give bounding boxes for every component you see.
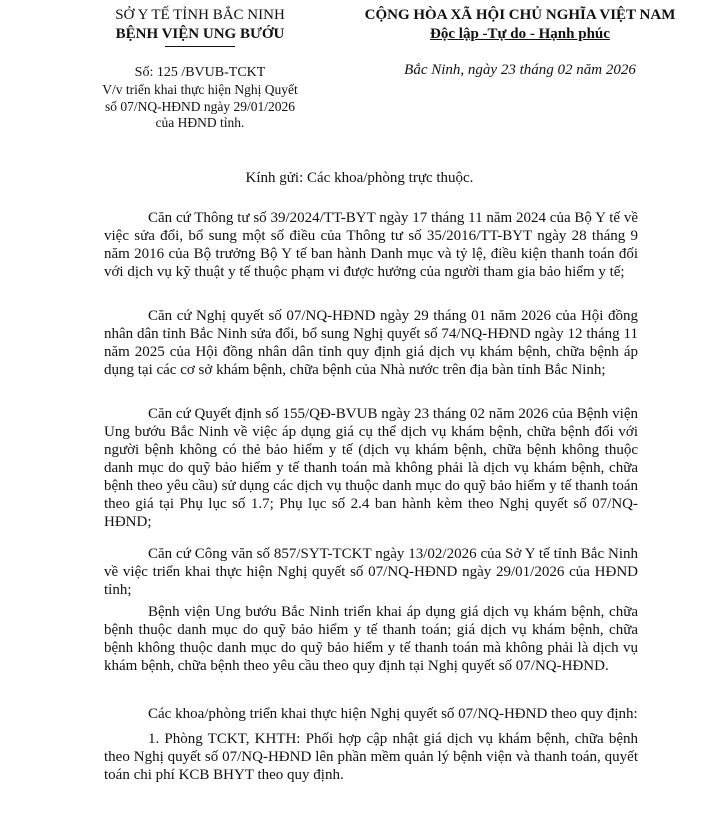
issuer-parent-org: SỞ Y TẾ TỈNH BẮC NINH (115, 7, 285, 23)
issuer-org-name: BỆNH VIỆN UNG BƯỚU (115, 26, 285, 42)
legal-basis-paragraph: Căn cứ Quyết định số 155/QĐ-BVUB ngày 23 tháng 02 năm 2026 của Bệnh viện Ung bướu Bắc Ninh về việc áp dụng giá cụ thể dịch vụ khám bệnh, chữa bệnh đối với người bệnh không có thẻ bảo hiểm y tế (dịch vụ khám bệnh, chữa bệnh không thuộc danh mục do quỹ bảo hiểm y tế thanh toán mà không phải là dịch vụ khám bệnh, chữa bệnh theo yêu cầu) sử dụng các dịch vụ thuộc danh mục do quỹ bảo hiểm y tế thanh toán theo giá tại Phụ lục số 1.7; Phụ lục số 2.4 ban hành kèm theo Nghị quyết số 07/NQ-HĐND; (104, 406, 638, 530)
content-paragraph: Các khoa/phòng triển khai thực hiện Nghị quyết số 07/NQ-HĐND theo quy định: (148, 706, 638, 722)
document-number: Số: 125 /BVUB-TCKT (134, 65, 266, 80)
subject-line: của HĐND tỉnh. (155, 115, 245, 130)
issuer-underline (165, 46, 235, 47)
national-motto: Độc lập -Tự do - Hạnh phúc (430, 26, 610, 42)
subject-line: số 07/NQ-HĐND ngày 29/01/2026 (104, 98, 296, 114)
country-name: CỘNG HÒA XÃ HỘI CHỦ NGHĨA VIỆT NAM (364, 7, 676, 23)
issuer-block (80, 6, 320, 47)
national-header (345, 6, 695, 44)
document-subject (80, 82, 320, 132)
recipient-line: Kính gửi: Các khoa/phòng trực thuộc. (245, 170, 474, 186)
place-and-date: Bắc Ninh, ngày 23 tháng 02 năm 2026 (404, 62, 636, 78)
content-paragraph: Bệnh viện Ung bướu Bắc Ninh triển khai áp dụng giá dịch vụ khám bệnh, chữa bệnh thuộc danh mục do quỹ bảo hiểm y tế thanh toán; giá dịch vụ khám bệnh, chữa bệnh không thuộc danh mục do quỹ bảo hiểm y tế thanh toán mà không phải là dịch vụ khám bệnh, chữa bệnh theo yêu cầu theo quy định tại Nghị quyết số 07/NQ-HĐND. (104, 604, 638, 674)
legal-basis-paragraph: Căn cứ Công văn số 857/SYT-TCKT ngày 13/02/2026 của Sở Y tế tỉnh Bắc Ninh về việc triển khai thực hiện Nghị quyết số 07/NQ-HĐND ngày 29/01/2026 của HĐND tỉnh; (104, 546, 638, 598)
legal-basis-paragraph: Căn cứ Thông tư số 39/2024/TT-BYT ngày 17 tháng 11 năm 2024 của Bộ Y tế về việc sửa đổi, bổ sung một số điều của Thông tư số 35/2016/TT-BYT ngày 28 tháng 9 năm 2016 của Bộ trưởng Bộ Y tế ban hành Danh mục và tỷ lệ, điều kiện thanh toán đối với dịch vụ kỹ thuật y tế thuộc phạm vi được hưởng của người tham gia bảo hiểm y tế; (104, 210, 638, 280)
legal-basis-paragraph: Căn cứ Nghị quyết số 07/NQ-HĐND ngày 29 tháng 01 năm 2026 của Hội đồng nhân dân tỉnh Bắc Ninh sửa đổi, bổ sung Nghị quyết số 74/NQ-HĐND ngày 12 tháng 11 năm 2025 của Hội đồng nhân dân tỉnh quy định giá dịch vụ khám bệnh, chữa bệnh áp dụng tại các cơ sở khám bệnh, chữa bệnh của Nhà nước trên địa bàn tỉnh Bắc Ninh; (104, 308, 638, 378)
list-item: 1. Phòng TCKT, KHTH: Phối hợp cập nhật giá dịch vụ khám bệnh, chữa bệnh theo Nghị quyết số 07/NQ-HĐND lên phần mềm quản lý bệnh viện và thanh toán, quyết toán chi phí KCB BHYT theo quy định. (104, 731, 638, 783)
subject-line: V/v triển khai thực hiện Nghị Quyết (102, 82, 298, 97)
